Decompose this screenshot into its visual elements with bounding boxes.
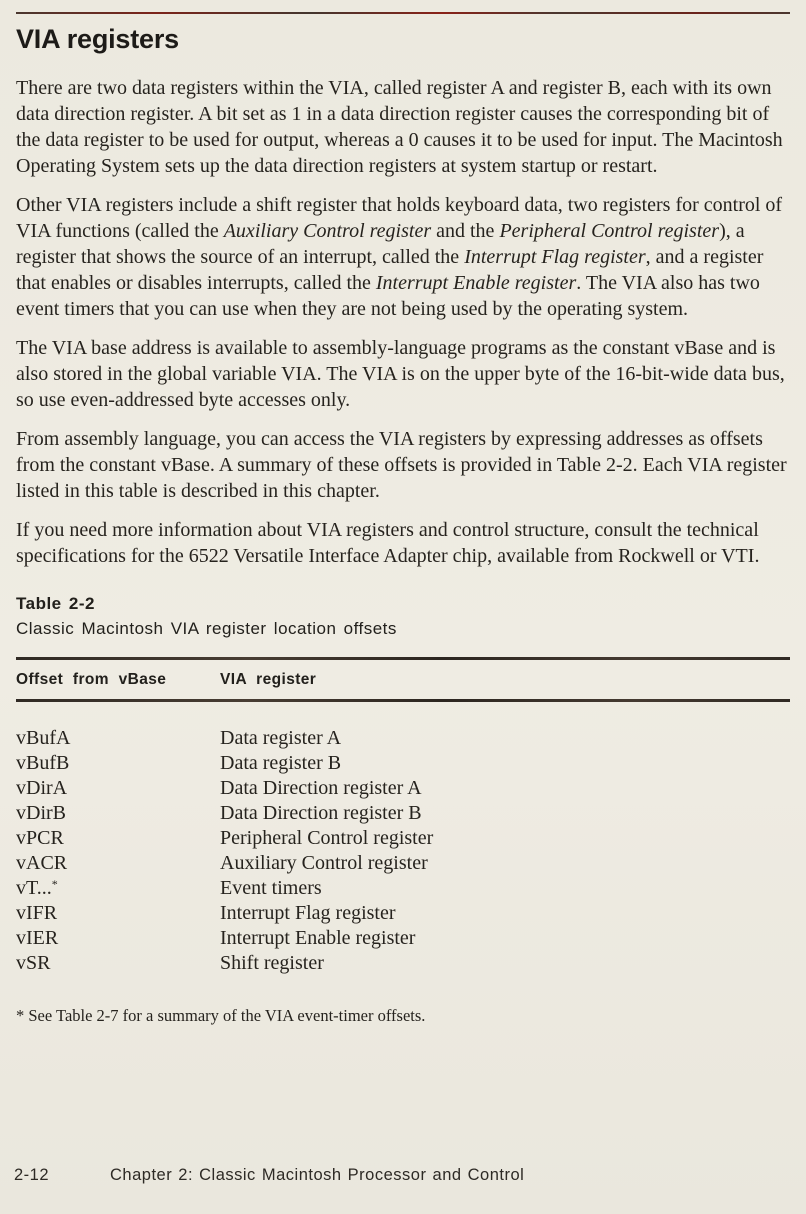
footnote-marker: * xyxy=(51,877,58,891)
p2-seg7: , and a register that enables or disables interrupts, called the xyxy=(16,246,764,294)
paragraph-2 xyxy=(16,192,793,322)
table-header-row xyxy=(16,660,790,699)
table-body xyxy=(16,726,790,976)
paragraph-3: The VIA base address is available to assembly-language programs as the constant vBase and is also stored in the global variable VIA. The VIA is on the upper byte of the 16-bit-wide data bus, so use even-addressed byte accesses only. xyxy=(16,337,785,411)
offset-cell: vSR xyxy=(16,952,51,974)
offset-cell: vIER xyxy=(16,927,59,949)
paragraph-5: If you need more information about VIA registers and control structure, consult the technical specifications for the 6522 Versatile Interface Adapter chip, available from Rockwell or VTI. xyxy=(16,519,760,567)
page-title: VIA registers xyxy=(16,24,179,54)
term-interrupt-enable-register: Interrupt Enable register xyxy=(375,272,577,294)
p2-seg1: Other VIA registers include a shift register that holds keyboard data, two registers for control of VIA functions (called the xyxy=(16,194,783,242)
p2-seg3: and the xyxy=(431,220,500,242)
via-register-table xyxy=(16,657,790,1026)
table-row xyxy=(16,751,790,776)
register-cell: Data register B xyxy=(220,752,342,774)
table-caption xyxy=(16,591,790,641)
table-footnote: * See Table 2-7 for a summary of the VIA event-timer offsets. xyxy=(16,1006,426,1025)
table-row xyxy=(16,951,790,976)
column-header-offset: Offset from vBase xyxy=(16,671,167,688)
table-row xyxy=(16,901,790,926)
table-row xyxy=(16,801,790,826)
offset-cell: vPCR xyxy=(16,827,64,849)
table-caption-text: Classic Macintosh VIA register location offsets xyxy=(16,619,397,638)
offset-cell: vDirA xyxy=(16,777,68,799)
offset-cell: vACR xyxy=(16,852,68,874)
table-header-rule xyxy=(16,699,790,702)
section-top-rule xyxy=(16,12,790,14)
register-cell: Interrupt Enable register xyxy=(220,927,416,949)
p2-seg9: . The VIA also has two event timers that you can use when they are not being used by the operating system. xyxy=(16,272,760,320)
chapter-title: Chapter 2: Classic Macintosh Processor and Control xyxy=(110,1166,525,1184)
table-row xyxy=(16,926,790,951)
term-auxiliary-control-register: Auxiliary Control register xyxy=(223,220,432,242)
register-cell: Interrupt Flag register xyxy=(220,902,396,924)
paragraph-1: There are two data registers within the VIA, called register A and register B, each with its own data direction register. A bit set as 1 in a data direction register causes the corresponding bit of the data register to be used for output, whereas a 0 causes it to be used for input. The Macintosh Operating System sets up the data direction registers at system startup or restart. xyxy=(16,77,783,177)
offset-cell: vT...* xyxy=(16,877,58,899)
offset-cell: vBufB xyxy=(16,752,70,774)
offset-cell: vBufA xyxy=(16,727,71,749)
register-cell: Peripheral Control register xyxy=(220,827,434,849)
register-cell: Data Direction register B xyxy=(220,802,422,824)
table-row xyxy=(16,726,790,751)
table-label: Table 2-2 xyxy=(16,594,95,613)
term-interrupt-flag-register: Interrupt Flag register xyxy=(464,246,646,268)
register-cell: Event timers xyxy=(220,877,322,899)
register-cell: Data Direction register A xyxy=(220,777,422,799)
register-cell: Shift register xyxy=(220,952,324,974)
register-cell: Auxiliary Control register xyxy=(220,852,428,874)
offset-cell: vIFR xyxy=(16,902,58,924)
p2-seg5: ), a register that shows the source of an interrupt, called the xyxy=(16,220,745,268)
table-row xyxy=(16,876,790,901)
paragraph-4: From assembly language, you can access the VIA registers by expressing addresses as offsets from the constant vBase. A summary of these offsets is provided in Table 2-2. Each VIA register listed in this table is described in this chapter. xyxy=(16,428,787,502)
page-number: 2-12 xyxy=(14,1166,50,1184)
body-text xyxy=(16,75,790,569)
table-row xyxy=(16,826,790,851)
offset-cell: vDirB xyxy=(16,802,66,824)
register-cell: Data register A xyxy=(220,727,342,749)
table-row xyxy=(16,776,790,801)
column-header-register: VIA register xyxy=(220,671,317,688)
term-peripheral-control-register: Peripheral Control register xyxy=(499,220,720,242)
table-row xyxy=(16,851,790,876)
